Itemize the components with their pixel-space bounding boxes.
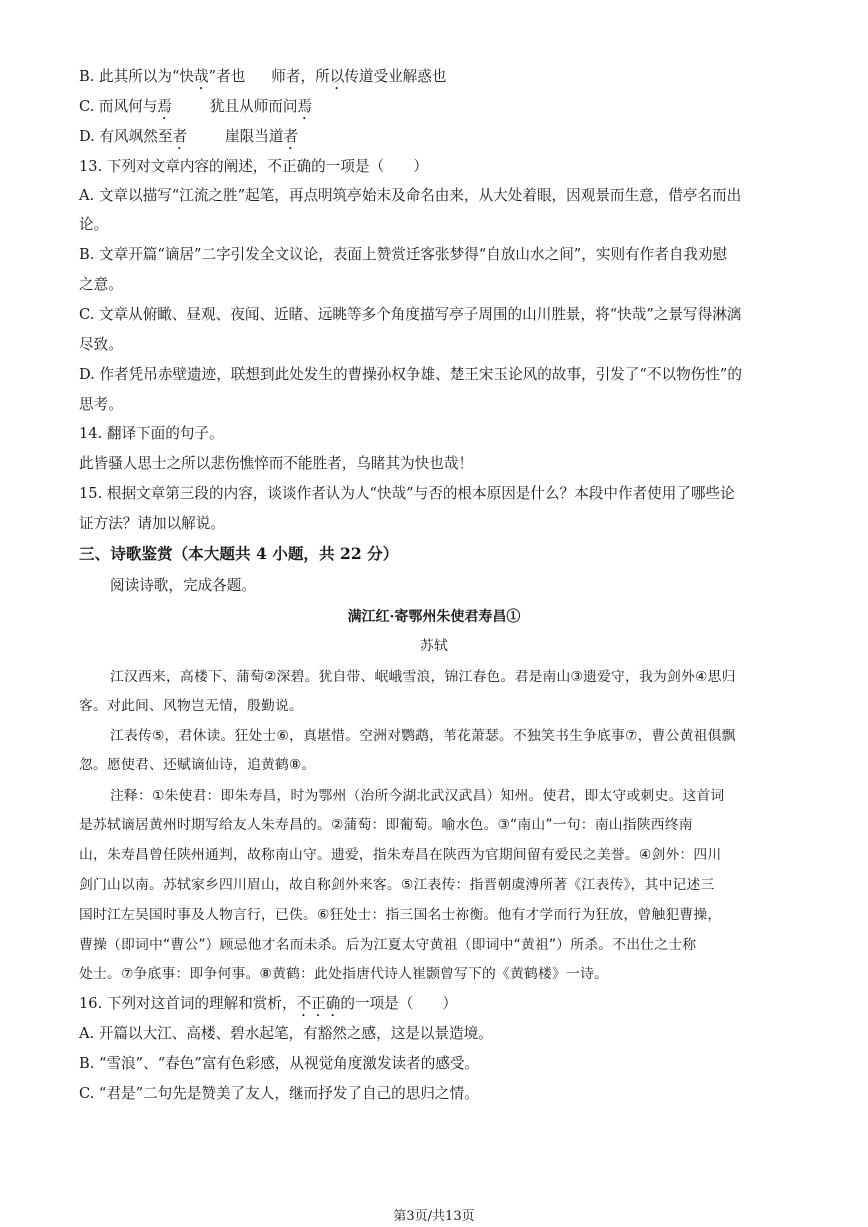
poem-stanza2-line1: 江表传⑤，君休读。狂处士⑥，真堪惜。空洲对鹦鹉，苇花萧瑟。不独笑书生争底事⑦，曹公黄祖俱飘 bbox=[110, 728, 736, 744]
section-instruction: 阅读诗歌，完成各题。 bbox=[110, 577, 256, 594]
q16-stem: 16. 下列对这首词的理解和赏析，不正确的一项是（ ） bbox=[79, 995, 458, 1012]
poem-note-line5: 国时江左吴国时事及人物言行，已佚。⑥狂处士：指三国名士祢衡。他有才学而行为狂放，曾触犯曹操， bbox=[79, 907, 722, 923]
q16-option-b: B. “雪浪”、“春色”富有色彩感，从视觉角度激发读者的感受。 bbox=[79, 1055, 480, 1072]
poem-note-line1: 注释：①朱使君：即朱寿昌，时为鄂州（治所今湖北武汉武昌）知州。使君，即太守或刺史。这首词 bbox=[110, 788, 725, 804]
q12-option-c: C. 而风何与焉 犹且从师而问焉 bbox=[79, 98, 313, 115]
q13-option-a-line1: A. 文章以描写“江流之胜”起笔，再点明筑亭始末及命名由来，从大处着眼，因观景而生意，借亭名而出 bbox=[79, 187, 742, 204]
q13-option-b-line2: 之意。 bbox=[79, 276, 123, 293]
q13-stem: 13. 下列对文章内容的阐述，不正确的一项是（ ） bbox=[79, 158, 428, 175]
q15-line2: 证方法？请加以解说。 bbox=[79, 515, 225, 532]
q12-option-b: B. 此其所以为“快哉”者也 师者，所以传道受业解惑也 bbox=[79, 68, 447, 85]
poem-stanza2-line2: 忽。愿使君、还赋谪仙诗，追黄鹤⑧。 bbox=[79, 757, 316, 773]
q14-stem: 14. 翻译下面的句子。 bbox=[79, 425, 224, 442]
poem-note-line7: 处士。⑦争底事：即争何事。⑧黄鹤：此处指唐代诗人崔颢曾写下的《黄鹤楼》一诗。 bbox=[79, 966, 609, 982]
q12-option-d: D. 有风飒然至者 崖限当道者 bbox=[79, 128, 299, 145]
q13-option-c-line2: 尽致。 bbox=[79, 336, 123, 353]
page-number: 第3页/共13页 bbox=[393, 1209, 475, 1224]
poem-note-line4: 剑门山以南。苏轼家乡四川眉山，故自称剑外来客。⑤江表传：指晋朝虞溥所著《江表传》，其中记述三 bbox=[79, 877, 715, 893]
q16-option-c: C. “君是”二句先是赞美了友人，继而抒发了自己的思归之情。 bbox=[79, 1085, 479, 1102]
poem-stanza1-line1: 江汉西来，高楼下、蒲萄②深碧。犹自带、岷峨雪浪，锦江春色。君是南山③遗爱守，我为剑外④思归 bbox=[110, 669, 736, 685]
poem-note-line3: 山，朱寿昌曾任陕州通判，故称南山守。遗爱，指朱寿昌在陕西为官期间留有爱民之美誉。④剑外：四川 bbox=[79, 847, 722, 863]
poem-note-line2: 是苏轼谪居黄州时期写给友人朱寿昌的。②蒲萄：即葡萄。喻水色。③“南山”一句：南山指陕西终南 bbox=[79, 817, 693, 833]
q13-option-b-line1: B. 文章开篇“谪居”二字引发全文议论，表面上赞赏迁客张梦得“自放山水之间”，实则有作者自我劝慰 bbox=[79, 246, 728, 263]
q14-sentence: 此皆骚人思士之所以悲伤憔悴而不能胜者，乌睹其为快也哉！ bbox=[79, 455, 474, 472]
section-heading: 三、诗歌鉴赏（本大题共 4 小题，共 22 分） bbox=[79, 544, 399, 563]
poem-author: 苏轼 bbox=[420, 638, 448, 654]
q13-option-a-line2: 论。 bbox=[79, 216, 109, 233]
poem-note-line6: 曹操（即词中“曹公”）顾忌他才名而未杀。后为江夏太守黄祖（即词中“黄祖”）所杀。不出仕之士称 bbox=[79, 937, 697, 953]
q13-option-d-line1: D. 作者凭吊赤壁遗迹，联想到此处发生的曹操孙权争雄、楚王宋玉论风的故事，引发了“不以物伤性”的 bbox=[79, 366, 742, 383]
q13-option-d-line2: 思考。 bbox=[79, 396, 123, 413]
poem-title: 满江红·寄鄂州朱使君寿昌① bbox=[347, 609, 521, 625]
q16-option-a: A. 开篇以大江、高楼、碧水起笔，有豁然之感，这是以景造境。 bbox=[79, 1025, 493, 1042]
poem-stanza1-line2: 客。对此间、风物岂无情，殷勤说。 bbox=[79, 698, 303, 714]
q15-line1: 15. 根据文章第三段的内容，谈谈作者认为人“快哉”与否的根本原因是什么？本段中作者使用了哪些论 bbox=[79, 485, 735, 502]
q13-option-c-line1: C. 文章从俯瞰、昼观、夜闻、近睹、远眺等多个角度描写亭子周围的山川胜景，将“快哉”之景写得淋漓 bbox=[79, 306, 742, 323]
